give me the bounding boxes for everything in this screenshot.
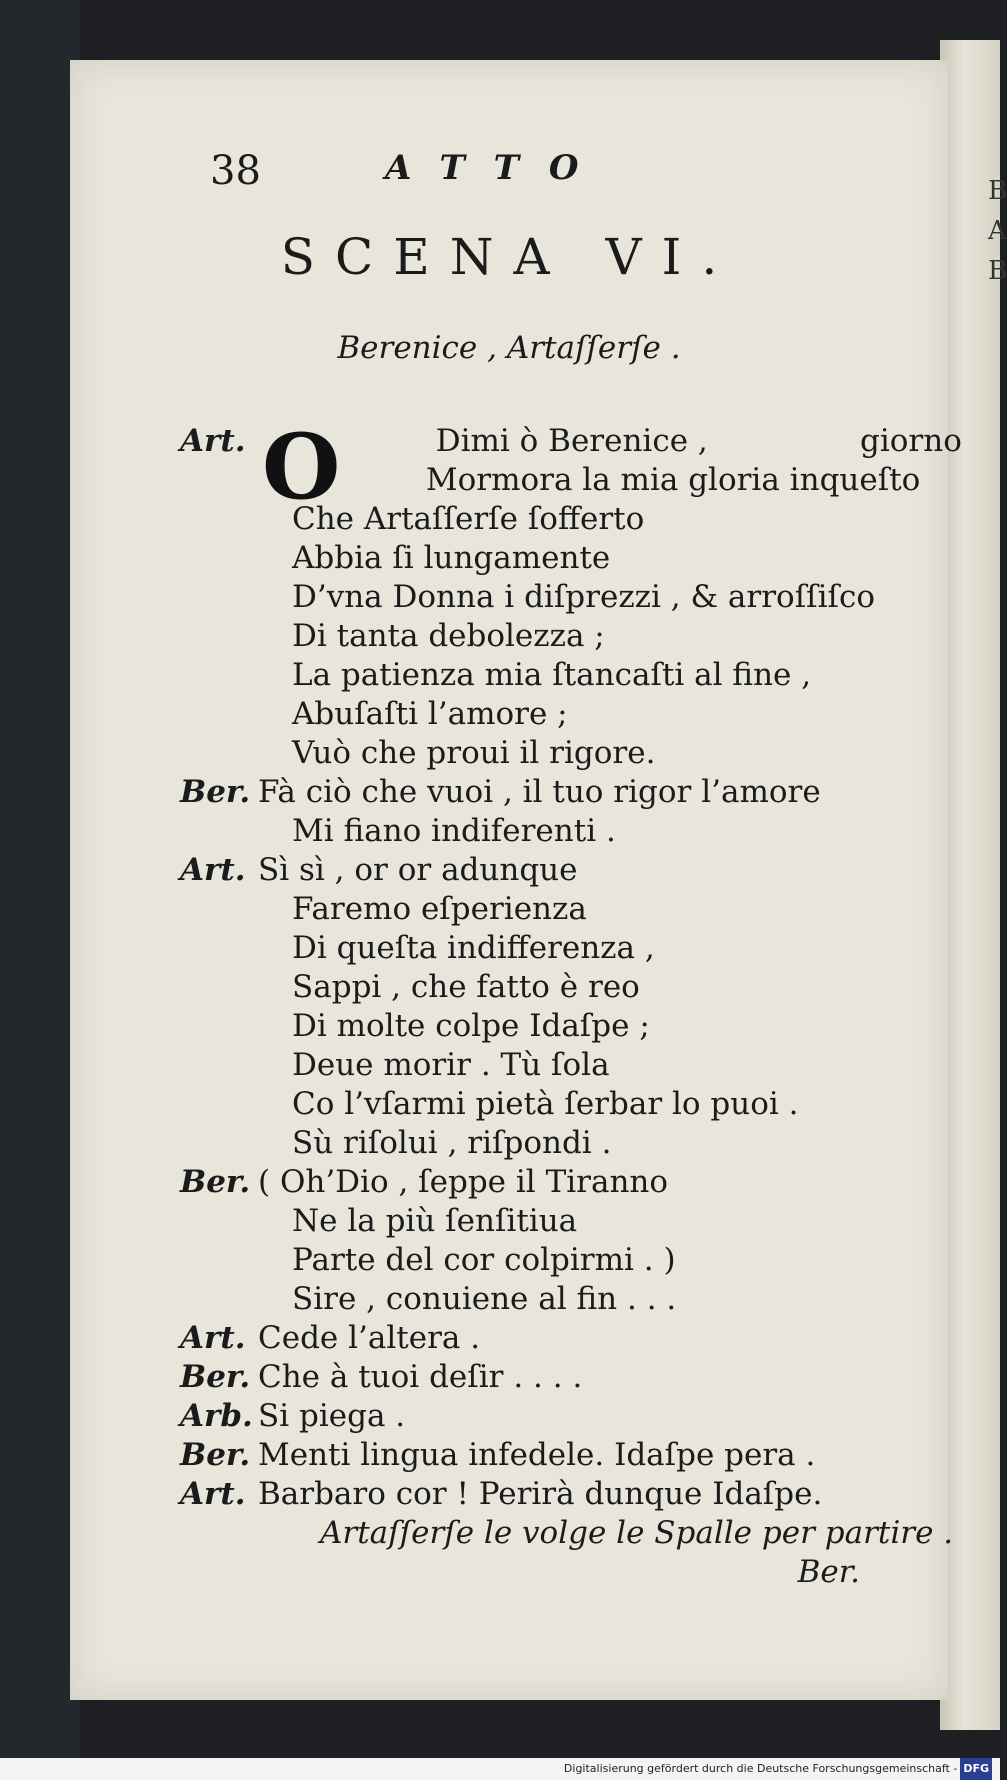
line-text: Abuſaſti l’amore ; [292, 696, 568, 732]
edge-letter-3: B [988, 256, 1007, 286]
line-text: Ne la più ſenſitiua [292, 1203, 578, 1239]
running-head: ATTO [385, 148, 609, 188]
scene-characters: Berenice , Artaſſerſe . [337, 330, 681, 366]
catchword: Ber. [797, 1554, 860, 1590]
verse-line [180, 1124, 950, 1163]
book-page [70, 60, 962, 1700]
stage-direction: Artaſſerſe le volge le Spalle per partire . [320, 1515, 954, 1551]
drop-capital: O [262, 414, 341, 520]
line-text: Vuò che proui il rigore. [292, 735, 656, 771]
verse-line [180, 1397, 950, 1436]
speaker-label: Ber. [180, 774, 251, 810]
verse-line [180, 1202, 950, 1241]
line-text: Faremo eſperienza [292, 891, 587, 927]
line-text: La patienza mia ſtancaſti al fine , [292, 657, 812, 693]
verse-line [180, 1007, 950, 1046]
line-turnover-word: giorno [860, 423, 962, 459]
speaker-label: Art. [180, 423, 246, 459]
line-text: Fà ciò che vuoi , il tuo rigor l’amore [258, 774, 821, 810]
verse-line [180, 851, 950, 890]
verse-line [180, 968, 950, 1007]
digitization-credit-bar [0, 1758, 1000, 1780]
verse-line [180, 461, 950, 500]
line-text: ( Oh’Dio , ſeppe il Tiranno [258, 1164, 669, 1200]
verse-line [180, 695, 950, 734]
dfg-logo: DFG [960, 1758, 992, 1780]
credit-text: Digitalisierung gefördert durch die Deutsche Forschungsgemeinschaft - [563, 1762, 958, 1775]
line-text: Che à tuoi deſir . . . . [258, 1359, 583, 1395]
line-text: Cede l’altera . [258, 1320, 481, 1356]
verse-line [180, 929, 950, 968]
line-text: Deue morir . Tù ſola [292, 1047, 610, 1083]
speaker-label: Ber. [180, 1437, 251, 1473]
background-left [0, 0, 80, 1760]
verse-line [180, 539, 950, 578]
line-text: Dimi ò Berenice , [435, 423, 708, 459]
verse-line [180, 1241, 950, 1280]
speaker-label: Ber. [180, 1164, 251, 1200]
line-text: Mi fiano indiferenti . [292, 813, 616, 849]
verse-line [180, 734, 950, 773]
line-text: Sì sì , or or adunque [258, 852, 578, 888]
line-text: Si piega . [258, 1398, 406, 1434]
verse-line [180, 578, 950, 617]
verse-line [180, 1046, 950, 1085]
line-text: Che Artaſſerſe ſofferto [292, 501, 645, 537]
edge-letter-2: A [988, 216, 1007, 246]
speaker-label: Arb. [180, 1398, 253, 1434]
speaker-label: Art. [180, 1476, 246, 1512]
verse-line [180, 1163, 950, 1202]
verse-line [180, 617, 950, 656]
line-text: Di molte colpe Idaſpe ; [292, 1008, 650, 1044]
line-text: Di tanta debolezza ; [292, 618, 605, 654]
verse-line [180, 890, 950, 929]
line-text: D’vna Donna i diſprezzi , & arroſſiſco [292, 579, 876, 615]
verse-line [180, 1319, 950, 1358]
line-text: Menti lingua infedele. Idaſpe pera . [258, 1437, 816, 1473]
scene-title: SCENA VI. [280, 228, 738, 286]
verse-line [180, 812, 950, 851]
verse-line [180, 1280, 950, 1319]
speaker-label: Art. [180, 852, 246, 888]
line-text: Mormora la mia gloria inqueſto [425, 462, 921, 498]
line-text: Sappi , che fatto è reo [292, 969, 640, 1005]
edge-letter-1: B [988, 176, 1007, 206]
line-text: Barbaro cor ! Perirà dunque Idaſpe. [258, 1476, 823, 1512]
verse-line [180, 500, 950, 539]
verse-text [180, 414, 962, 1592]
page-header [70, 148, 948, 208]
page-number: 38 [210, 148, 261, 194]
line-text: Sù riſolui , riſpondi . [292, 1125, 612, 1161]
line-text: Sire , conuiene al fin . . . [292, 1281, 677, 1317]
verse-line [180, 1085, 950, 1124]
line-text: Di queſta indifferenza , [292, 930, 655, 966]
line-text: Parte del cor colpirmi . ) [292, 1242, 676, 1278]
speaker-label: Art. [180, 1320, 246, 1356]
verse-line [180, 1358, 950, 1397]
speaker-label: Ber. [180, 1359, 251, 1395]
verse-line [180, 773, 950, 812]
verse-line [180, 1436, 950, 1475]
verse-line [180, 656, 950, 695]
verse-line [180, 1475, 950, 1514]
line-text: Co l’vſarmi pietà ſerbar lo puoi . [292, 1086, 799, 1122]
line-text: Abbia ſi lungamente [292, 540, 611, 576]
